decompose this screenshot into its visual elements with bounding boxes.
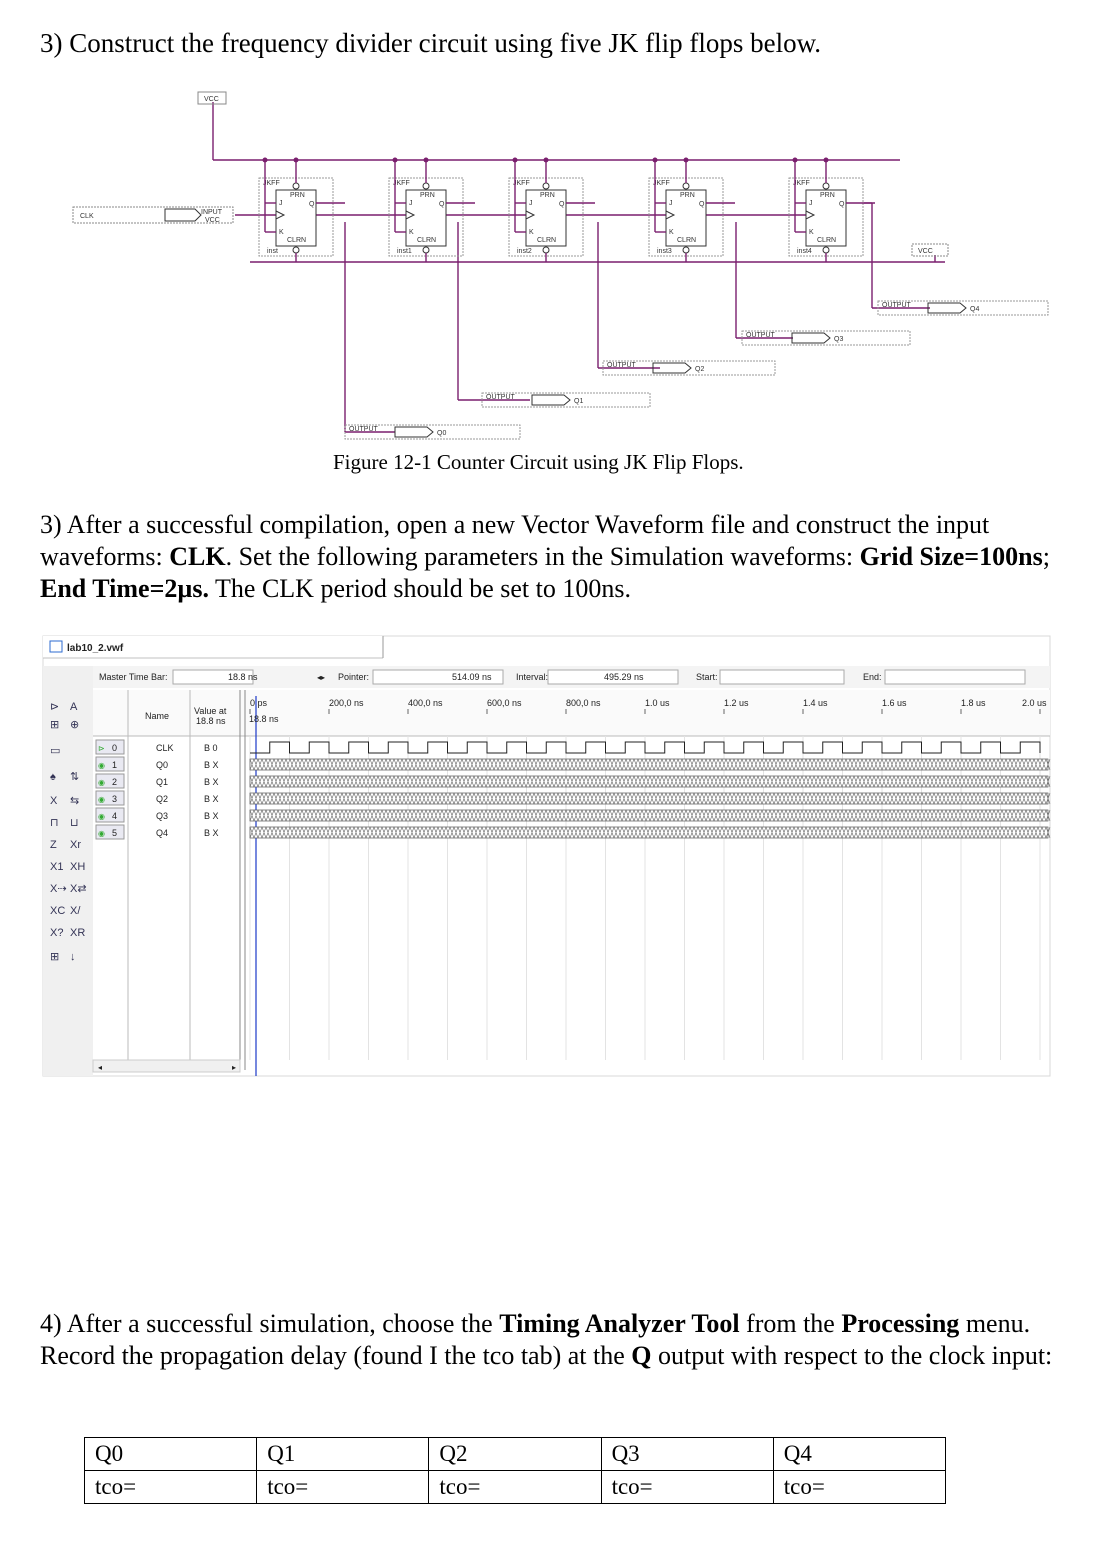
scroll-left-icon[interactable]: ◂ [98,1063,103,1072]
pointer-label: Pointer: [338,672,370,682]
start-label: Start: [696,672,718,682]
output-pin-icon: ◉ [98,761,105,770]
junction-dot [824,158,829,163]
flip-flop-type-label: JKFF [793,180,810,187]
value-column-header: Value at [194,706,227,716]
time-tick-label: 1.6 us [882,698,907,708]
pin-k-label: K [409,229,414,236]
time-tick-label: 1.8 us [961,698,986,708]
signal-name: Q2 [156,794,169,804]
clrn-bubble-icon [293,247,299,253]
output-pin-icon: ◉ [98,829,105,838]
tco-header-q0: Q0 [85,1438,257,1471]
clear-icon[interactable]: XC [50,905,66,917]
clrn-label: CLRN [817,237,837,244]
name-panel-scrollbar[interactable] [93,1060,240,1072]
unknown-waveform-q0 [250,759,1050,770]
tco-header-q1: Q1 [257,1438,429,1471]
prn-label: PRN [820,192,835,199]
prn-bubble-icon [293,183,299,189]
output-name: Q0 [437,430,447,437]
instance-label: inst4 [797,248,812,255]
pin-q-label: Q [439,201,445,208]
junction-dot [653,158,658,163]
prn-bubble-icon [823,183,829,189]
sort-icon[interactable]: ⊞ [50,951,60,963]
jk-flip-flop-2 [509,158,595,263]
input-pin-icon: ⊳ [98,744,105,753]
binary-icon[interactable]: X1 [50,861,64,873]
pin-j-label: J [409,200,413,207]
prn-bubble-icon [423,183,429,189]
unknown-waveform-q1 [250,776,1050,787]
pin-k-label: K [669,229,674,236]
interval-value: 495.29 ns [604,672,644,682]
prn-label: PRN [680,192,695,199]
instance-label: inst [267,248,278,255]
prn-bubble-icon [683,183,689,189]
shift-icon[interactable]: X⇢ [50,883,67,895]
output-name: Q4 [970,306,980,313]
jk-flip-flop-3 [649,158,735,263]
signal-name: CLK [156,743,174,753]
hex-icon[interactable]: XH [70,861,86,873]
clrn-label: CLRN [287,237,307,244]
zoom-icon[interactable]: ⊕ [70,719,80,731]
output-name: Q2 [695,366,705,373]
random-icon[interactable]: Xr [70,839,81,851]
vwf-file-icon [50,641,62,652]
vwf-file-name: lab10_2.vwf [67,643,124,654]
instance-label: inst2 [517,248,532,255]
tco-value-q0[interactable]: tco= [85,1471,257,1504]
clk-label: CLK [80,213,94,220]
instance-label: inst3 [657,248,672,255]
signal-name: Q3 [156,811,169,821]
vcc-tie-label: VCC [918,248,933,255]
output-pin-q0 [345,425,520,439]
time-tick-label: 1.2 us [724,698,749,708]
output-pin-q1 [482,393,650,407]
input-vcc-label: VCC [205,217,220,224]
signal-index: 1 [112,760,118,770]
step-4-text: 4) After a successful simulation, choose the Timing Analyzer Tool from the Processing menu. Record the propagation delay (found I the tco tab) at the Q output with respect to the clock input: [40,1309,1053,1370]
pin-k-label: K [809,229,814,236]
unknown-waveform-q4 [250,827,1050,838]
tco-value-q1[interactable]: tco= [257,1471,429,1504]
time-tick-label: 800,0 ns [566,698,601,708]
signal-index: 0 [112,743,118,753]
signal-value: B X [204,794,219,804]
time-tick-label: 1.0 us [645,698,670,708]
tco-header-q3: Q3 [601,1438,773,1471]
pin-q-label: Q [839,201,845,208]
replace-icon[interactable]: ⇅ [70,771,80,783]
output-label: OUTPUT [607,362,636,369]
junction-dot [263,158,268,163]
output-label: OUTPUT [486,394,515,401]
master-time-bar-value: 18.8 ns [228,672,258,682]
text-tool-icon[interactable]: A [70,701,78,713]
signal-value: B 0 [204,743,218,753]
instance-label: inst1 [397,248,412,255]
junction-dot [393,158,398,163]
signal-name: Q4 [156,828,169,838]
junction-dot [793,158,798,163]
output-label: OUTPUT [349,426,378,433]
pin-q-label: Q [559,201,565,208]
pin-j-label: J [669,200,673,207]
pin-q-label: Q [699,201,705,208]
grow-icon[interactable]: X⇄ [70,883,87,895]
pin-j-label: J [809,200,813,207]
output-pin-icon: ◉ [98,778,105,787]
question-3-heading: 3) Construct the frequency divider circuit using five JK flip flops below. [40,28,822,58]
clrn-bubble-icon [823,247,829,253]
clrn-bubble-icon [423,247,429,253]
output-name: Q3 [834,336,844,343]
output-label: OUTPUT [882,302,911,309]
tco-value-q3[interactable]: tco= [601,1471,773,1504]
time-tick-label: 600,0 ns [487,698,522,708]
flip-flop-type-label: JKFF [263,180,280,187]
node-icon[interactable]: ⊞ [50,719,60,731]
output-pin-q4 [878,301,1048,315]
output-pin-icon: ◉ [98,795,105,804]
clock-icon[interactable]: ⊓ [50,817,59,829]
unknown-waveform-q3 [250,810,1050,821]
name-column-header: Name [145,711,170,721]
tco-value-q4[interactable]: tco= [773,1471,945,1504]
master-time-bar-label: Master Time Bar: [99,672,168,682]
interval-label: Interval: [516,672,549,682]
prn-bubble-icon [543,183,549,189]
signal-name: Q0 [156,760,169,770]
scroll-right-icon[interactable]: ▸ [232,1063,237,1072]
arbitrary-icon[interactable]: Z [50,839,57,851]
tco-header-q2: Q2 [429,1438,601,1471]
flip-flop-type-label: JKFF [393,180,410,187]
junction-dot [513,158,518,163]
end-label: End: [863,672,882,682]
unknown-waveform-q2 [250,793,1050,804]
time-tick-label: 0 ps [250,698,268,708]
wave-icon[interactable]: X/ [70,905,81,917]
sort-az-icon[interactable]: ↓ [70,951,76,963]
prn-label: PRN [420,192,435,199]
junction-dot [424,158,429,163]
signal-index: 2 [112,777,118,787]
signal-value: B X [204,777,219,787]
signal-name: Q1 [156,777,169,787]
start-field[interactable] [720,670,844,684]
output-pin-q3 [742,331,910,345]
group-icon[interactable]: X? [50,927,64,939]
jk-flip-flop-1 [389,158,475,263]
prn-label: PRN [290,192,305,199]
pin-j-label: J [529,200,533,207]
clk-waveform [250,742,1040,753]
clrn-label: CLRN [677,237,697,244]
signal-value: B X [204,828,219,838]
signal-value: B X [204,760,219,770]
pointer-value: 514.09 ns [452,672,492,682]
value-column-header-time: 18.8 ns [196,716,226,726]
vcc-label: VCC [204,96,219,103]
time-tick-label: 2.0 us [1022,698,1047,708]
flip-flop-type-label: JKFF [653,180,670,187]
pin-j-label: J [279,200,283,207]
output-label: OUTPUT [746,332,775,339]
junction-dot [294,158,299,163]
end-field[interactable] [885,670,1025,684]
flip-flop-type-label: JKFF [513,180,530,187]
clrn-bubble-icon [543,247,549,253]
clrn-label: CLRN [537,237,557,244]
pin-q-label: Q [309,201,315,208]
select-icon[interactable]: ⊳ [50,701,60,713]
jk-counter-schematic [0,0,1112,450]
clrn-label: CLRN [417,237,437,244]
junction-dot [684,158,689,163]
value-icon[interactable]: ⊔ [70,817,79,829]
waveform-editor [0,630,1112,1090]
pin-k-label: K [529,229,534,236]
tco-header-q4: Q4 [773,1438,945,1471]
jk-flip-flop-4 [789,158,875,263]
output-arrow-icon [395,427,433,437]
prn-label: PRN [540,192,555,199]
output-arrow-icon [532,395,570,405]
time-cursor-label: 18.8 ns [249,714,279,724]
clrn-bubble-icon [683,247,689,253]
output-arrow-icon [928,303,966,313]
pointer-arrows-icon[interactable]: ◂▸ [317,673,326,682]
find-icon[interactable]: ♠ [50,771,56,783]
output-pin-q2 [603,361,775,375]
tco-table [84,1437,946,1504]
pin-k-label: K [279,229,284,236]
signal-index: 4 [112,811,118,821]
ungroup-icon[interactable]: XR [70,927,86,939]
invert-icon[interactable]: X [50,795,58,807]
time-tick-label: 200,0 ns [329,698,364,708]
junction-dot [544,158,549,163]
output-arrow-icon [792,333,830,343]
figure-caption: Figure 12-1 Counter Circuit using JK Flip Flops. [333,450,744,474]
signal-index: 5 [112,828,118,838]
time-tick-label: 400,0 ns [408,698,443,708]
step-3-text: 3) After a successful compilation, open a new Vector Waveform file and construct the input waveforms: CLK. Set the following parameters in the Simulation waveforms: Grid Size=100ns; End Time=2µs. The CLK period should be set to 100ns. [40,510,1050,603]
signal-index: 3 [112,794,118,804]
input-label: INPUT [201,209,222,216]
overwrite-icon[interactable]: ▭ [50,745,61,757]
time-tick-label: 1.4 us [803,698,828,708]
output-name: Q1 [574,398,584,405]
signal-value: B X [204,811,219,821]
jk-flip-flop-0 [259,158,345,263]
output-pin-icon: ◉ [98,812,105,821]
tco-value-q2[interactable]: tco= [429,1471,601,1504]
count-icon[interactable]: ⇆ [70,795,80,807]
